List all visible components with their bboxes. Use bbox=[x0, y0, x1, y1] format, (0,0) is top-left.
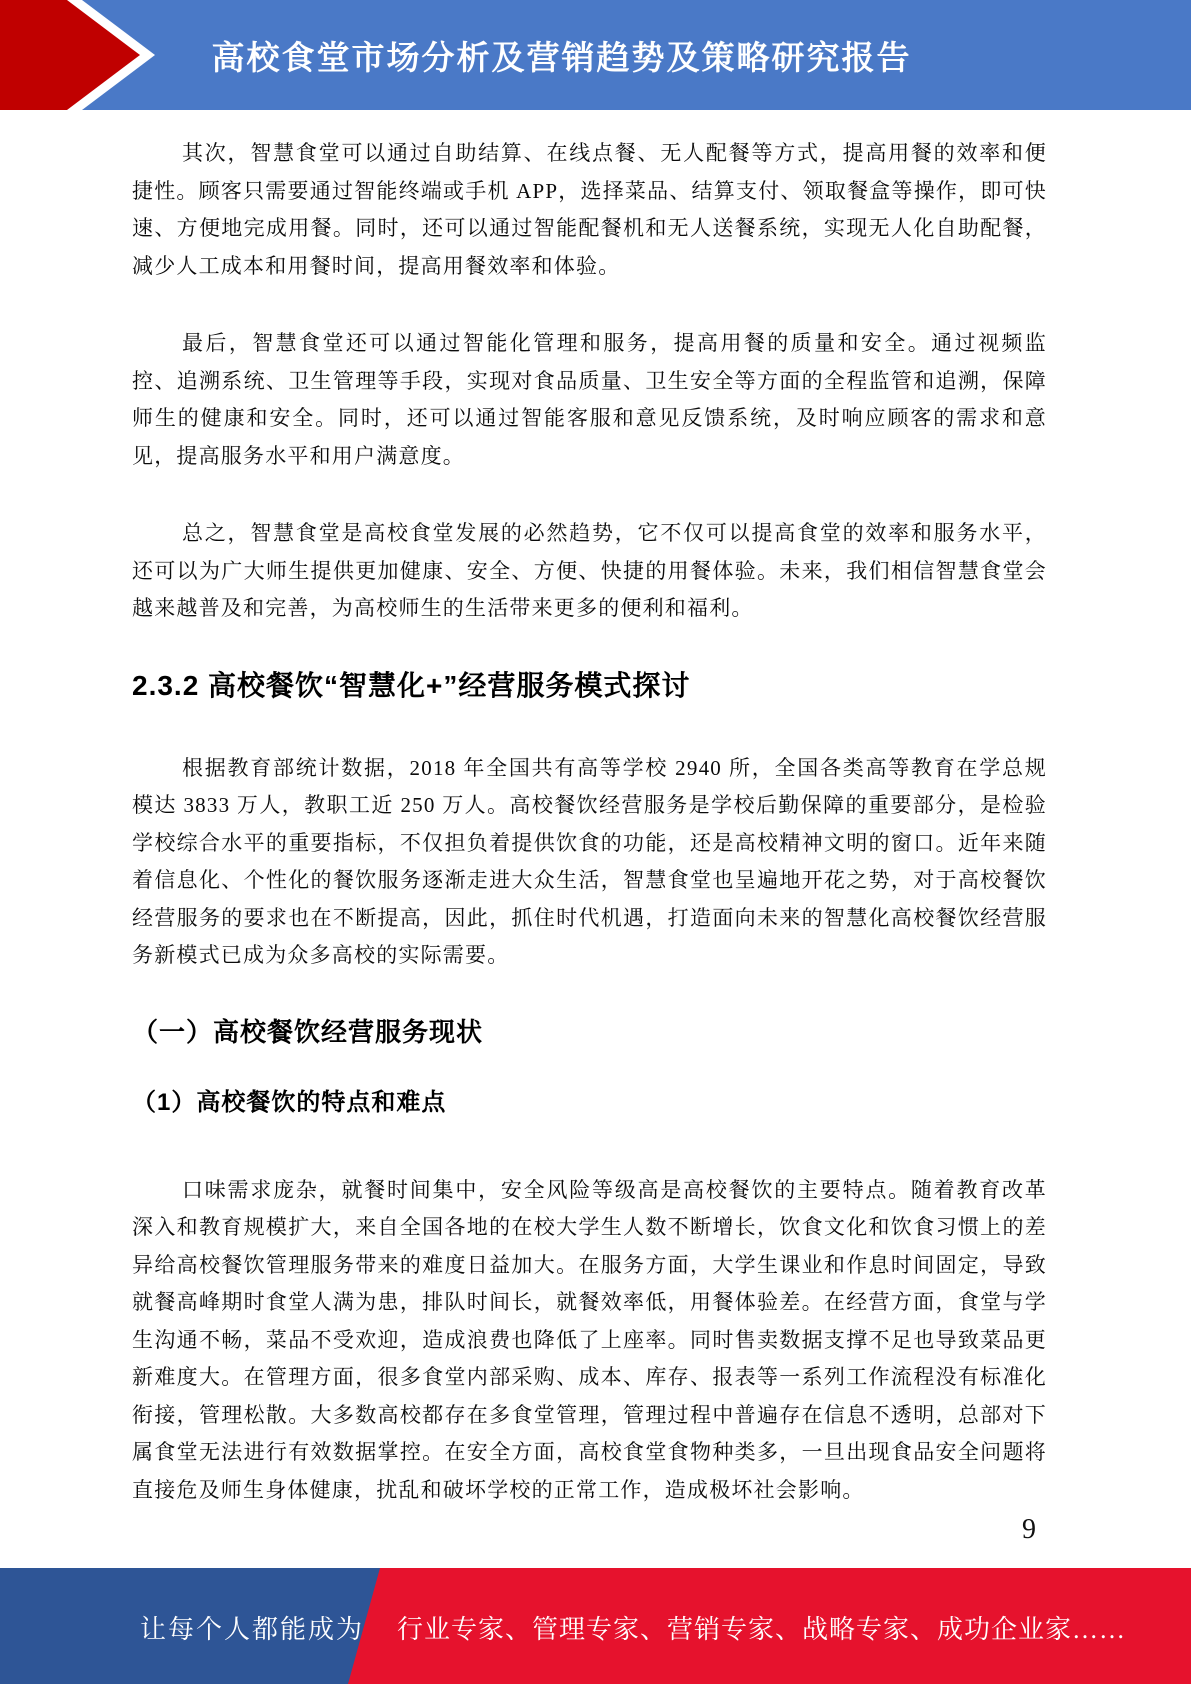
header-banner bbox=[0, 0, 1191, 110]
page-title: 高校食堂市场分析及营销趋势及策略研究报告 bbox=[211, 38, 912, 76]
subsection-heading-one: （一）高校餐饮经营服务现状 bbox=[132, 1016, 484, 1047]
paragraph-characteristics-difficulties: 口味需求庞杂，就餐时间集中，安全风险等级高是高校餐饮的主要特点。随着教育改革深入和教育规模扩大，来自全国各地的在校大学生人数不断增长，饮食文化和饮食习惯上的差异给高校餐饮管理服务带来的难度日益加大。在服务方面，大学生课业和作息时间固定，导致就餐高峰期时食堂人满为患，排队时间长，就餐效率低，用餐体验差。在经营方面，食堂与学生沟通不畅，菜品不受欢迎，造成浪费也降低了上座率。同时售卖数据支撑不足也导致菜品更新难度大。在管理方面，很多食堂内部采购、成本、库存、报表等一系列工作流程没有标准化衔接，管理松散。大多数高校都存在多食堂管理，管理过程中普遍存在信息不透明，总部对下属食堂无法进行有效数据掌控。在安全方面，高校食堂食物种类多，一旦出现食品安全问题将直接危及师生身体健康，扰乱和破坏学校的正常工作，造成极坏社会影响。 bbox=[132, 1177, 1047, 1502]
subsection-heading-1: （1）高校餐饮的特点和难点 bbox=[132, 1088, 447, 1116]
paragraph-moe-statistics: 根据教育部统计数据，2018 年全国共有高等学校 2940 所，全国各类高等教育在学总规模达 3833 万人，教职工近 250 万人。高校餐饮经营服务是学校后勤保障的重要部分，是检验学校综合水平的重要指标，不仅担负着提供饮食的功能，还是高校精神文明的窗口。近年来随着信息化、个性化的餐饮服务逐渐走进大众生活，智慧食堂也呈遍地开花之势，对于高校餐饮经营服务的要求也在不断提高，因此，抓住时代机遇，打造面向未来的智慧化高校餐饮经营服务新模式已成为众多高校的实际需要。 bbox=[132, 755, 1047, 967]
footer-banner bbox=[0, 1568, 1191, 1684]
section-heading-2-3-2: 2.3.2 高校餐饮“智慧化+”经营服务模式探讨 bbox=[132, 669, 691, 701]
document-body bbox=[132, 110, 1047, 1509]
paragraph-smart-canteen-quality: 最后，智慧食堂还可以通过智能化管理和服务，提高用餐的质量和安全。通过视频监控、追溯系统、卫生管理等手段，实现对食品质量、卫生安全等方面的全程监管和追溯，保障师生的健康和安全。同时，还可以通过智能客服和意见反馈系统，及时响应顾客的需求和意见，提高服务水平和用户满意度。 bbox=[132, 331, 1047, 468]
footer-slogan-right: 行业专家、管理专家、营销专家、战略专家、成功企业家…… bbox=[397, 1614, 1127, 1644]
paragraph-smart-canteen-efficiency: 其次，智慧食堂可以通过自助结算、在线点餐、无人配餐等方式，提高用餐的效率和便捷性。顾客只需要通过智能终端或手机 APP，选择菜品、结算支付、领取餐盒等操作，即可快速、方便地完成用餐。同时，还可以通过智能配餐机和无人送餐系统，实现无人化自助配餐，减少人工成本和用餐时间，提高用餐效率和体验。 bbox=[132, 141, 1047, 278]
footer-slogan-left: 让每个人都能成为 bbox=[140, 1614, 365, 1644]
paragraph-smart-canteen-summary: 总之，智慧食堂是高校食堂发展的必然趋势，它不仅可以提高食堂的效率和服务水平，还可以为广大师生提供更加健康、安全、方便、快捷的用餐体验。未来，我们相信智慧食堂会越来越普及和完善，为高校师生的生活带来更多的便利和福利。 bbox=[132, 521, 1047, 620]
page-number: 9 bbox=[1022, 1514, 1036, 1545]
